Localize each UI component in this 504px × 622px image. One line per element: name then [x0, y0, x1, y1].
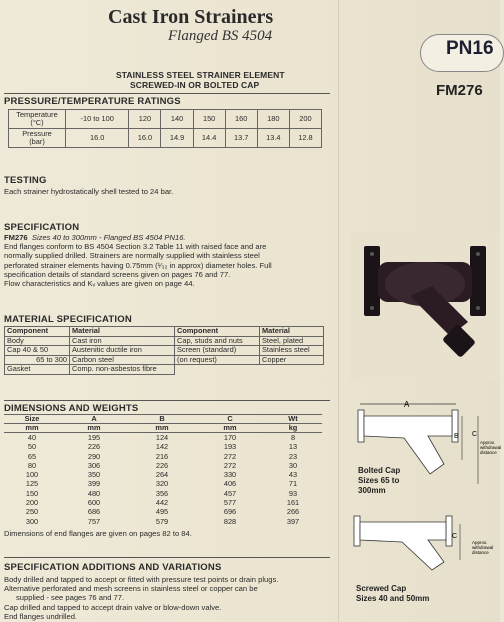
svg-text:distance: distance	[472, 550, 489, 555]
dimensions-units-row	[4, 424, 322, 433]
dimension-cell: 125	[25, 479, 39, 489]
svg-text:C: C	[452, 533, 458, 540]
material-header: Material	[70, 327, 175, 337]
testing-title: TESTING	[4, 175, 47, 186]
material-cell: Cap, studs and nuts	[175, 336, 260, 346]
material-cell: Body	[5, 336, 70, 346]
dimension-cell: 356	[155, 488, 169, 498]
additions-line: supplied - see pages 76 and 77.	[16, 593, 125, 603]
pressure-row	[9, 129, 322, 148]
spec-model: FM276	[4, 233, 28, 242]
material-header: Component	[175, 327, 260, 337]
page-divider	[338, 0, 339, 622]
dimension-cell: 161	[286, 498, 300, 508]
dimension-row	[4, 433, 322, 443]
spec-line: normally supplied drilled. Strainers are normally supplied with stainless steel	[4, 251, 260, 261]
spec-line: perforated strainer elements having 0.75mm (¹⁄₃₂ in approx) diameter holes. Full	[4, 260, 272, 270]
dim-header: C	[196, 415, 264, 424]
dimension-row	[4, 517, 322, 526]
dimension-cell: 406	[223, 479, 237, 489]
dimension-row	[4, 489, 322, 498]
dimensions-body	[4, 433, 322, 526]
section-rule	[4, 400, 330, 401]
dimension-cell: 757	[87, 516, 101, 526]
material-cell: (on request)	[175, 355, 260, 365]
pressure-cell: 14.9	[161, 129, 193, 148]
model-label: FM276	[436, 82, 483, 99]
pressure-cell: 14.4	[193, 129, 225, 148]
section-rule	[4, 557, 330, 558]
dimension-cell: 124	[155, 433, 169, 442]
pn-label: PN16	[446, 38, 494, 59]
dimension-cell: 579	[155, 516, 169, 526]
dimension-cell: 330	[223, 470, 237, 480]
material-cell-empty	[260, 365, 324, 375]
dimension-row	[4, 498, 322, 507]
testing-text: Each strainer hydrostatically shell tested to 24 bar.	[4, 187, 174, 196]
material-cell: Austenitic ductile iron	[70, 346, 175, 356]
dimension-cell: 40	[27, 433, 37, 442]
material-cell: Cast iron	[70, 336, 175, 346]
dim-header: Wt	[264, 415, 322, 424]
svg-text:Approx.: Approx.	[472, 540, 488, 545]
dimension-cell: 23	[288, 451, 298, 461]
spec-title: SPECIFICATION	[4, 222, 80, 233]
pressure-cell: 12.8	[289, 129, 321, 148]
dimension-cell: 696	[223, 507, 237, 517]
dim-unit: mm	[196, 424, 264, 433]
spec-model-desc: Sizes 40 to 300mm - Flanged BS 4504 PN16.	[31, 233, 186, 242]
dimension-cell: 266	[286, 507, 300, 517]
material-table	[4, 326, 324, 375]
pressure-cell: 13.7	[225, 129, 257, 148]
dim-header: Size	[4, 415, 60, 424]
dimensions-footnote: Dimensions of end flanges are given on pages 82 to 84.	[4, 529, 192, 538]
dim-header: A	[60, 415, 128, 424]
screwed-cap-drawing	[348, 500, 498, 580]
spec-line: Flow characteristics and Kᵥ values are given on page 44.	[4, 279, 195, 289]
dimension-cell: 264	[155, 470, 169, 480]
additions-title: SPECIFICATION ADDITIONS AND VARIATIONS	[4, 562, 222, 573]
dimension-row	[4, 461, 322, 470]
header-line-1: STAINLESS STEEL STRAINER ELEMENT	[116, 70, 285, 80]
dimension-cell: 195	[87, 433, 101, 442]
dim-unit: mm	[128, 424, 196, 433]
material-header: Material	[260, 327, 324, 337]
section-rule	[4, 93, 330, 94]
dimensions-table	[4, 414, 322, 526]
temp-cell: 180	[257, 110, 289, 129]
material-cell: Comp. non-asbestos fibre	[70, 365, 175, 375]
temp-cell: 200	[289, 110, 321, 129]
dimension-row	[4, 507, 322, 516]
dimension-cell: 43	[288, 470, 298, 480]
dimension-cell: 495	[155, 507, 169, 517]
dimension-row	[4, 470, 322, 479]
dimension-cell: 100	[25, 470, 39, 480]
dimension-cell: 828	[223, 516, 237, 526]
dim-unit: kg	[264, 424, 322, 433]
dimension-cell: 150	[25, 488, 39, 498]
dimension-cell: 272	[223, 460, 237, 470]
dimension-cell: 272	[223, 451, 237, 461]
dimension-cell: 30	[288, 460, 298, 470]
dimension-row	[4, 442, 322, 451]
svg-text:B: B	[454, 433, 459, 440]
dimension-cell: 399	[87, 479, 101, 489]
material-header: Component	[5, 327, 70, 337]
page-title: Cast Iron Strainers	[108, 6, 274, 28]
dimension-row	[4, 479, 322, 488]
material-cell-empty	[175, 365, 260, 375]
dimension-cell: 300	[25, 516, 39, 526]
dimension-cell: 250	[25, 507, 39, 517]
dim-unit: mm	[60, 424, 128, 433]
dimension-cell: 170	[223, 433, 237, 442]
pressure-table	[8, 109, 322, 148]
material-title: MATERIAL SPECIFICATION	[4, 314, 132, 325]
spec-line: End flanges conform to BS 4504 Section 3.2 Table 11 with raised face and are	[4, 242, 267, 252]
dimension-cell: 686	[87, 507, 101, 517]
dimension-cell: 457	[223, 488, 237, 498]
dimension-cell: 142	[155, 442, 169, 452]
dimension-cell: 306	[87, 460, 101, 470]
bolted-cap-caption: Bolted Cap Sizes 65 to 300mm	[358, 466, 401, 495]
additions-line: Body drilled and tapped to accept or fitted with pressure test points or drain plugs.	[4, 575, 279, 584]
dimension-cell: 320	[155, 479, 169, 489]
material-cell: Stainless steel	[260, 346, 324, 356]
dimension-cell: 442	[155, 498, 169, 508]
dimension-cell: 80	[27, 460, 37, 470]
spec-line: specification details of standard screens given on pages 76 and 77.	[4, 269, 231, 279]
dimension-cell: 350	[87, 470, 101, 480]
material-cell: Carbon steel	[70, 355, 175, 365]
dimension-cell: 600	[87, 498, 101, 508]
screwed-cap-caption: Screwed Cap Sizes 40 and 50mm	[356, 584, 430, 603]
pressure-cell: 13.4	[257, 129, 289, 148]
additions-text	[4, 575, 330, 621]
dimension-cell: 13	[288, 442, 298, 452]
svg-text:withdrawal: withdrawal	[472, 545, 494, 550]
header-line-2: SCREWED-IN OR BOLTED CAP	[130, 80, 260, 90]
material-cell: Screen (standard)	[175, 346, 260, 356]
dimensions-title: DIMENSIONS AND WEIGHTS	[4, 403, 139, 414]
pressure-label: Pressure (bar)	[9, 129, 66, 148]
svg-text:C: C	[472, 431, 478, 438]
material-cell: 65 to 300	[5, 355, 70, 365]
dimension-cell: 193	[223, 442, 237, 452]
dim-a-label: A	[404, 400, 410, 409]
dimension-cell: 216	[155, 451, 169, 461]
dimension-cell: 290	[87, 451, 101, 461]
dimension-cell: 65	[27, 451, 37, 461]
page-subtitle: Flanged BS 4504	[168, 28, 273, 44]
additions-line: End flanges undrilled.	[4, 611, 78, 621]
material-cell: Gasket	[5, 365, 70, 375]
dimension-cell: 71	[288, 479, 298, 489]
dimension-cell: 577	[223, 498, 237, 508]
dimension-cell: 8	[290, 433, 296, 442]
dimension-cell: 480	[87, 488, 101, 498]
dimension-cell: 50	[27, 442, 37, 452]
dimension-cell: 226	[87, 442, 101, 452]
inlet-flange	[364, 246, 380, 316]
dimension-cell: 397	[286, 516, 300, 526]
pressure-cell: 16.0	[66, 129, 129, 148]
svg-text:Approx.: Approx.	[480, 440, 496, 445]
dimension-row	[4, 452, 322, 461]
additions-line: Cap drilled and tapped to accept drain valve or blow-down valve.	[4, 602, 222, 612]
svg-text:withdrawal: withdrawal	[480, 445, 502, 450]
dimension-cell: 200	[25, 498, 39, 508]
temp-cell: -10 to 100	[66, 110, 129, 129]
dimension-cell: 226	[155, 460, 169, 470]
dim-unit: mm	[4, 424, 60, 433]
dim-header: B	[128, 415, 196, 424]
material-cell: Steel, plated	[260, 336, 324, 346]
temperature-row	[9, 110, 322, 129]
strainer-photo	[350, 232, 500, 382]
temperature-label: Temperature (°C)	[9, 110, 66, 129]
temp-cell: 150	[193, 110, 225, 129]
svg-text:distance: distance	[480, 450, 497, 455]
pressure-cell: 16.0	[129, 129, 161, 148]
spec-text	[4, 233, 330, 288]
outlet-flange	[470, 246, 486, 316]
dimension-cell: 93	[288, 488, 298, 498]
temp-cell: 120	[129, 110, 161, 129]
material-cell: Copper	[260, 355, 324, 365]
additions-line: Alternative perforated and mesh screens in stainless steel or copper can be	[4, 584, 258, 594]
pressure-title: PRESSURE/TEMPERATURE RATINGS	[4, 96, 181, 107]
temp-cell: 140	[161, 110, 193, 129]
temp-cell: 160	[225, 110, 257, 129]
material-cell: Cap 40 & 50	[5, 346, 70, 356]
